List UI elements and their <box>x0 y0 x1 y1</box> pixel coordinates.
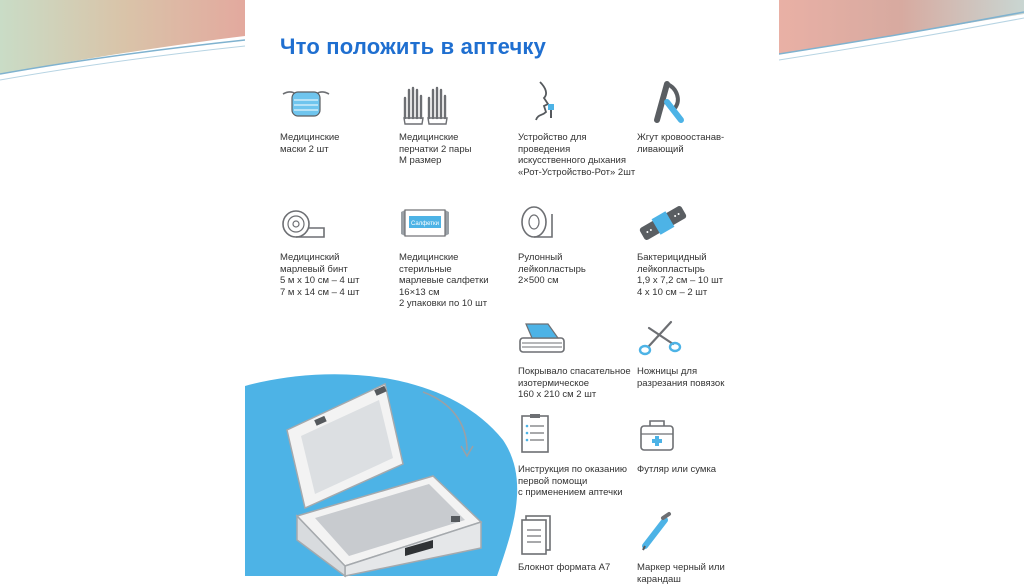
item-sterile-napkins <box>399 200 521 310</box>
napkins-pack-icon <box>399 200 451 246</box>
item-label: Медицинские маски 2 шт <box>280 132 340 155</box>
napkins-pack-text: Салфетки <box>410 221 440 227</box>
item-label: Покрывало спасательное изотермическое 160 х 210 см 2 шт <box>518 366 631 401</box>
open-case-illustration <box>245 370 525 576</box>
item-case-or-bag <box>637 412 759 476</box>
item-label: Медицинский марлевый бинт 5 м х 10 см – 4 шт 7 м х 14 см – 4 шт <box>280 252 360 298</box>
marker-icon <box>637 510 689 556</box>
bandage-roll-icon <box>280 200 332 246</box>
item-adhesive-tape <box>518 200 640 287</box>
breathing-device-icon <box>518 80 570 126</box>
right-swoosh <box>779 0 1024 54</box>
scissors-icon <box>637 314 689 360</box>
bactericidal-plaster-icon <box>637 200 689 246</box>
item-marker <box>637 510 759 585</box>
item-label: Футляр или сумка <box>637 464 717 475</box>
item-gauze-bandage <box>280 200 402 298</box>
tourniquet-icon <box>637 80 689 126</box>
poster-title: Что положить в аптечку <box>280 34 547 59</box>
adhesive-tape-roll-icon <box>518 200 570 246</box>
medical-mask-icon <box>280 80 332 126</box>
item-label: Блокнот формата А7 <box>518 562 611 573</box>
first-aid-case-icon <box>637 412 689 458</box>
item-label: Рулонный лейкопластырь 2×500 см <box>518 252 586 287</box>
item-label: Жгут кровоостанав- ливающий <box>637 132 725 155</box>
item-label: Ножницы для разрезания повязок <box>637 366 725 389</box>
thermal-blanket-icon <box>518 314 570 360</box>
gloves-icon <box>399 80 451 126</box>
item-label: Маркер черный или карандаш <box>637 562 725 585</box>
item-instruction <box>518 412 640 499</box>
item-label: Медицинские перчатки 2 пары M размер <box>399 132 472 167</box>
item-thermal-blanket <box>518 314 640 401</box>
item-bactericidal-plaster <box>637 200 759 298</box>
item-medical-gloves <box>399 80 521 167</box>
notepad-icon <box>518 510 570 556</box>
item-breathing-device <box>518 80 640 178</box>
item-label: Медицинские стерильные марлевые салфетки 16×13 см 2 упаковки по 10 шт <box>399 252 489 310</box>
first-aid-poster <box>245 0 779 585</box>
item-label: Устройство для проведения искусственного дыхания «Рот-Устройство-Рот» 2шт <box>518 132 636 178</box>
item-medical-masks <box>280 80 402 155</box>
item-scissors <box>637 314 759 389</box>
item-notepad <box>518 510 640 574</box>
left-swoosh <box>0 0 245 74</box>
instruction-sheet-icon <box>518 412 570 458</box>
item-label: Инструкция по оказанию первой помощи с применением аптечки <box>518 464 627 499</box>
item-tourniquet <box>637 80 759 155</box>
item-label: Бактерицидный лейкопластырь 1,9 х 7,2 см – 10 шт 4 х 10 см – 2 шт <box>637 252 724 298</box>
